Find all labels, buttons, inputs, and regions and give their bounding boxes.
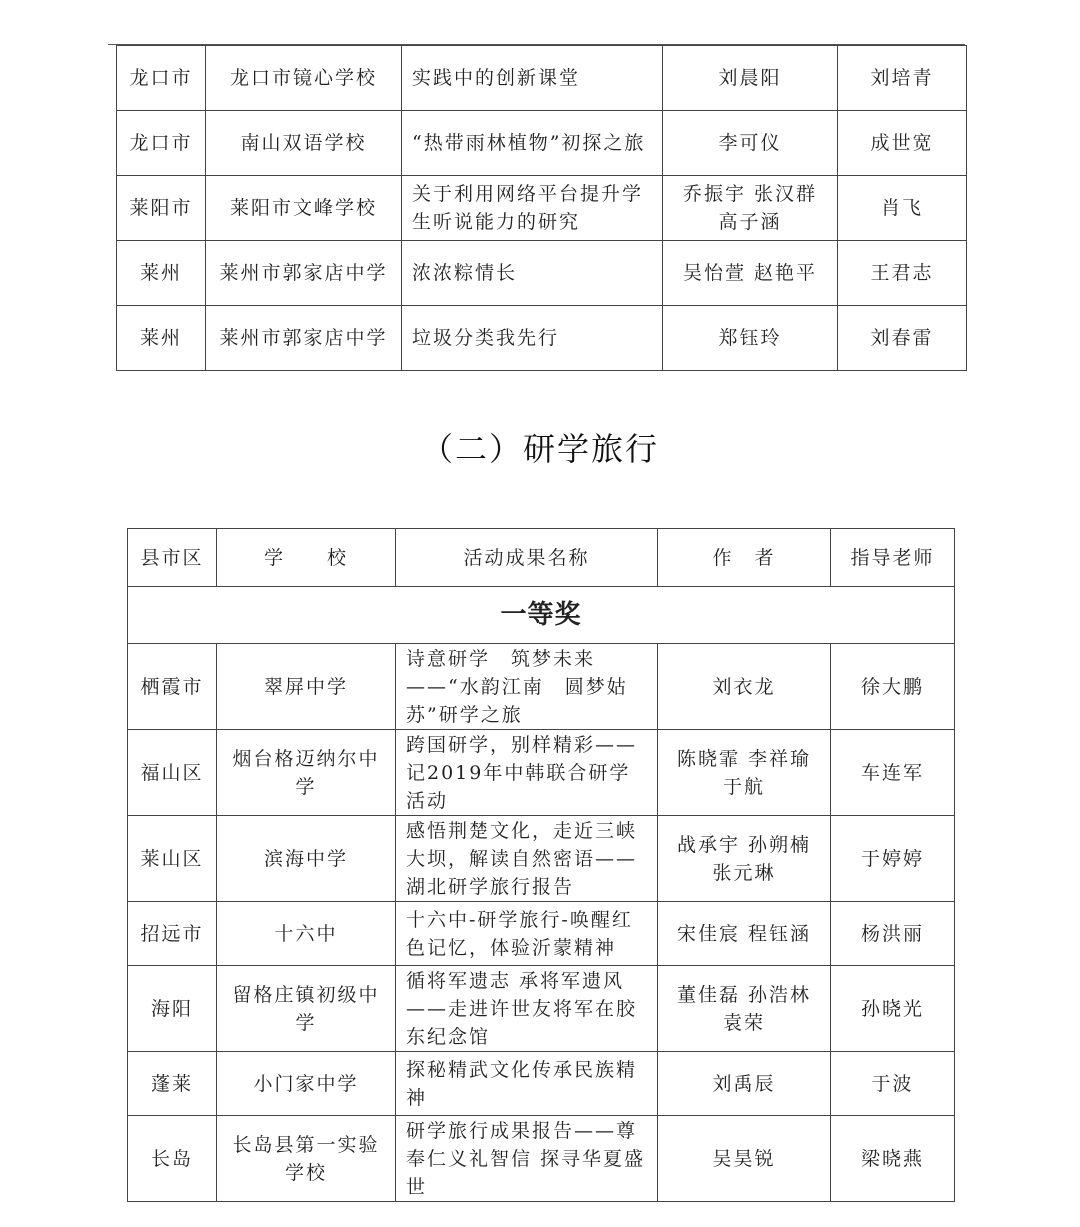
activity-cell: 关于利用网络平台提升学生听说能力的研究 xyxy=(402,176,663,241)
header-author: 作 者 xyxy=(658,529,831,587)
district-cell: 龙口市 xyxy=(117,111,206,176)
table-row xyxy=(128,816,955,902)
table-row xyxy=(128,966,955,1052)
advisor-cell: 刘培青 xyxy=(838,46,967,111)
study-travel-table xyxy=(127,528,955,1202)
school-cell: 小门家中学 xyxy=(217,1052,396,1116)
advisor-cell: 王君志 xyxy=(838,241,967,306)
school-cell: 莱阳市文峰学校 xyxy=(206,176,402,241)
author-cell: 陈晓霏 李祥瑜 于航 xyxy=(658,730,831,816)
header-school: 学 校 xyxy=(217,529,396,587)
activity-cell: 感悟荆楚文化，走近三峡大坝，解读自然密语——湖北研学旅行报告 xyxy=(396,816,658,902)
district-cell: 莱阳市 xyxy=(117,176,206,241)
activity-cell: 实践中的创新课堂 xyxy=(402,46,663,111)
activity-cell: 诗意研学 筑梦未来——“水韵江南 圆梦姑苏”研学之旅 xyxy=(396,644,658,730)
school-cell: 莱州市郭家店中学 xyxy=(206,306,402,371)
table-row xyxy=(117,46,967,111)
author-cell: 宋佳宸 程钰涵 xyxy=(658,902,831,966)
district-cell: 长岛 xyxy=(128,1116,217,1202)
district-cell: 莱州 xyxy=(117,306,206,371)
table-row xyxy=(128,1116,955,1202)
header-district: 县市区 xyxy=(128,529,217,587)
author-cell: 郑钰玲 xyxy=(663,306,838,371)
header-activity: 活动成果名称 xyxy=(396,529,658,587)
author-cell: 刘晨阳 xyxy=(663,46,838,111)
district-cell: 蓬莱 xyxy=(128,1052,217,1116)
activity-cell: 浓浓粽情长 xyxy=(402,241,663,306)
author-cell: 刘衣龙 xyxy=(658,644,831,730)
author-cell: 战承宇 孙朔楠 张元琳 xyxy=(658,816,831,902)
author-cell: 吴昊锐 xyxy=(658,1116,831,1202)
activity-cell: “热带雨林植物”初探之旅 xyxy=(402,111,663,176)
author-cell: 李可仪 xyxy=(663,111,838,176)
district-cell: 莱山区 xyxy=(128,816,217,902)
school-cell: 十六中 xyxy=(217,902,396,966)
district-cell: 栖霞市 xyxy=(128,644,217,730)
table-row xyxy=(128,730,955,816)
advisor-cell: 杨洪丽 xyxy=(831,902,955,966)
activity-cell: 研学旅行成果报告——尊奉仁义礼智信 探寻华夏盛世 xyxy=(396,1116,658,1202)
table-row xyxy=(117,241,967,306)
author-cell: 刘禹辰 xyxy=(658,1052,831,1116)
activity-cell: 垃圾分类我先行 xyxy=(402,306,663,371)
table-row xyxy=(128,644,955,730)
advisor-cell: 于波 xyxy=(831,1052,955,1116)
school-cell: 莱州市郭家店中学 xyxy=(206,241,402,306)
advisor-cell: 车连军 xyxy=(831,730,955,816)
table-row xyxy=(128,1052,955,1116)
school-cell: 长岛县第一实验学校 xyxy=(217,1116,396,1202)
header-advisor: 指导老师 xyxy=(831,529,955,587)
advisor-cell: 成世宽 xyxy=(838,111,967,176)
advisor-cell: 于婷婷 xyxy=(831,816,955,902)
table-row xyxy=(117,111,967,176)
table-row xyxy=(117,306,967,371)
school-cell: 龙口市镜心学校 xyxy=(206,46,402,111)
district-cell: 龙口市 xyxy=(117,46,206,111)
advisor-cell: 孙晓光 xyxy=(831,966,955,1052)
table-header-row xyxy=(128,529,955,587)
district-cell: 海阳 xyxy=(128,966,217,1052)
advisor-cell: 徐大鹏 xyxy=(831,644,955,730)
school-cell: 滨海中学 xyxy=(217,816,396,902)
results-table-continued xyxy=(116,45,967,371)
award-group-label: 一等奖 xyxy=(128,587,955,644)
section-title: （二）研学旅行 xyxy=(420,430,659,468)
district-cell: 招远市 xyxy=(128,902,217,966)
advisor-cell: 刘春雷 xyxy=(838,306,967,371)
activity-cell: 循将军遗志 承将军遗风——走进许世友将军在胶东纪念馆 xyxy=(396,966,658,1052)
school-cell: 烟台格迈纳尔中学 xyxy=(217,730,396,816)
district-cell: 莱州 xyxy=(117,241,206,306)
author-cell: 吴怡萱 赵艳平 xyxy=(663,241,838,306)
advisor-cell: 梁晓燕 xyxy=(831,1116,955,1202)
table-row xyxy=(117,176,967,241)
activity-cell: 十六中-研学旅行-唤醒红色记忆，体验沂蒙精神 xyxy=(396,902,658,966)
school-cell: 翠屏中学 xyxy=(217,644,396,730)
activity-cell: 探秘精武文化传承民族精神 xyxy=(396,1052,658,1116)
award-group-row xyxy=(128,587,955,644)
author-cell: 董佳磊 孙浩林 袁荣 xyxy=(658,966,831,1052)
advisor-cell: 肖飞 xyxy=(838,176,967,241)
activity-cell: 跨国研学，别样精彩——记2019年中韩联合研学活动 xyxy=(396,730,658,816)
school-cell: 留格庄镇初级中学 xyxy=(217,966,396,1052)
author-cell: 乔振宇 张汉群 高子涵 xyxy=(663,176,838,241)
school-cell: 南山双语学校 xyxy=(206,111,402,176)
district-cell: 福山区 xyxy=(128,730,217,816)
table-row xyxy=(128,902,955,966)
